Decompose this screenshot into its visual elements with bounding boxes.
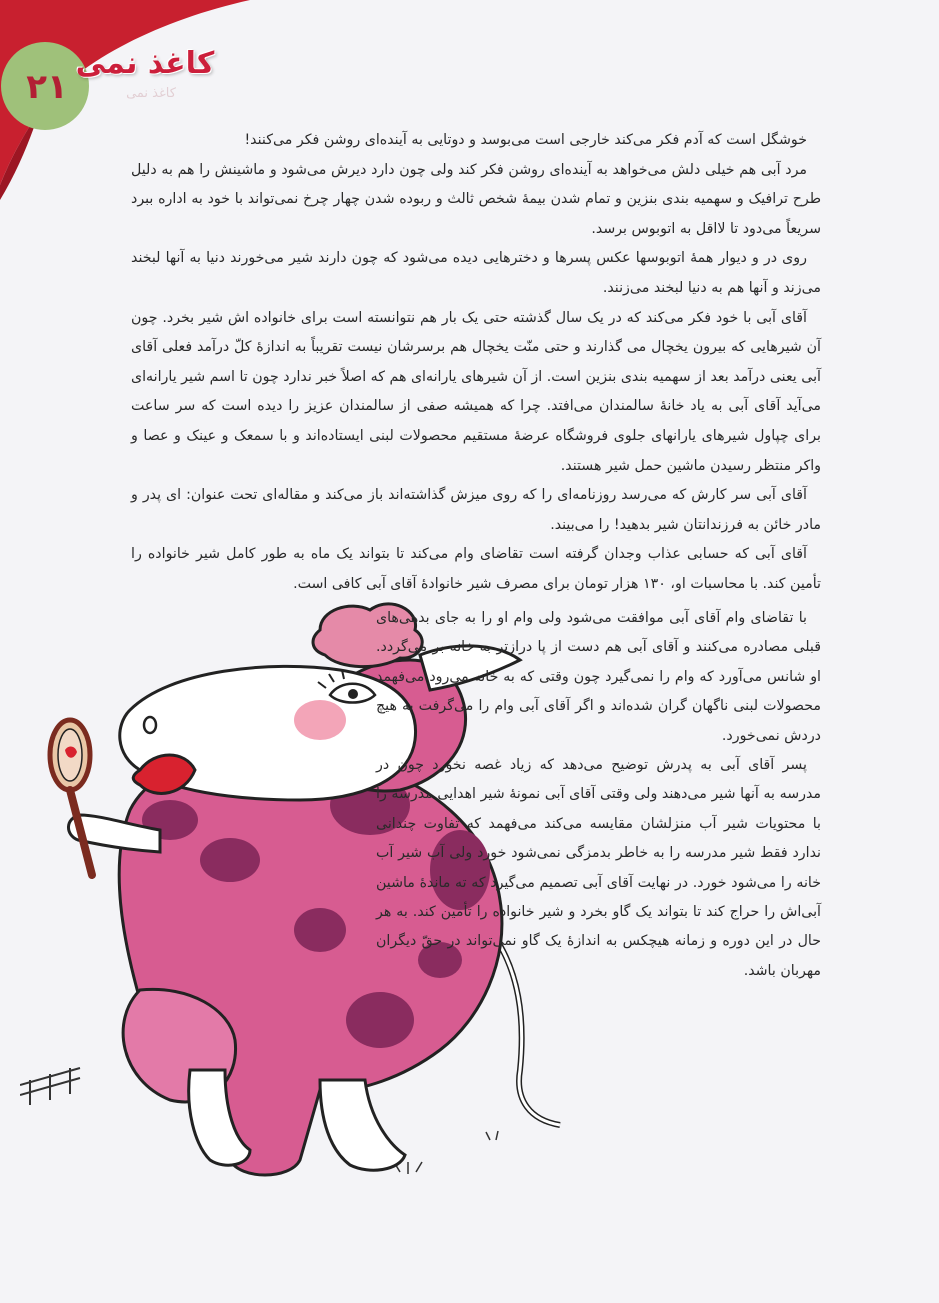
hand-mirror-icon bbox=[50, 720, 92, 875]
article-paragraph: مرد آبی هم خیلی دلش می‌خواهد به آینده‌ای روشن فکر کند ولی چون دارد دیرش می‌شود و ماشینش را هم به دلیل طرح ترافیک و سهمیه بندی بنزین و تمام شدن بیمهٔ شخص ثالث و ربوده شدن چهار چرخ نمی‌تواند با خود به اداره ببرد سریعاً می‌دود تا لااقل به اتوبوس برسد. bbox=[131, 161, 821, 237]
cow-cheek-blush bbox=[294, 700, 346, 740]
article-paragraph: آقای آبی که حسابی عذاب وجدان گرفته است تقاضای وام می‌کند تا بتواند یک ماه به طور کامل شیر خانواده را تأمین کند. با محاسبات او، ۱۳۰ هزار تومان برای مصرف شیر خانوادهٔ آقای آبی کافی است. bbox=[131, 546, 821, 592]
cow-hind-leg bbox=[320, 1080, 405, 1170]
article-wrap-text bbox=[376, 604, 821, 986]
article-paragraph: با تقاضای وام آقای آبی موافقت می‌شود ولی وام او را به جای بدهی‌های قبلی مصادره می‌کنند و آقای آبی هم دست از پا درازتر به خانه بر می‌گردد. او شانس می‌آورد که وام را نمی‌گیرد چون وقتی که به خانه می‌رود می‌فهمد محصولات لبنی ناگهان گران شده‌اند و اگر آقای آبی وام را می‌گرفت به هیچ دردش نمی‌خورد. bbox=[376, 610, 821, 744]
page-number: ۲۱ bbox=[26, 67, 68, 107]
article-paragraph: آقای آبی با خود فکر می‌کند که در یک سال گذشته حتی یک بار هم نتوانسته است برای خانواده اش شیر بخرد. چون آن شیرهایی که بیرون یخچال می گذارند و حتی منّت یخچال هم برسرشان نیست تقریباً به اندازهٔ کلّ درآمد فعلی آقای آبی یعنی درآمد بعد از سهمیه بندی بنزین است. از آن شیرهای یارانه‌ای هم که اصلاً خبر ندارد چون تا اسم شیر یارانه‌ای می‌آید آقای آبی به یاد خانهٔ سالمندان می‌افتد. چرا که همیشه صفی از سالمندان عزیز را دیده است که سر ساعت برای چپاول شیرهای یارانهای جلوی فروشگاه عرضهٔ مستقیم محصولات لبنی ایستاده‌اند و با سمعک و عینک و عصا و واکر منتظر رسیدن ماشین حمل شیر هستند. bbox=[131, 309, 821, 474]
article-paragraph: خوشگل است که آدم فکر می‌کند خارجی است می‌بوسد و دوتایی به آینده‌ای روشن فکر می‌کنند! bbox=[244, 132, 807, 148]
article-paragraph: پسر آقای آبی به پدرش توضیح می‌دهد که زیاد غصه نخورد چون در مدرسه به آنها شیر می‌دهند ولی وقتی آقای آبی نمونهٔ شیر اهدایی مدرسه را با محتویات شیر آب منزلشان مقایسه می‌کند می‌فهمد که تفاوت چندانی ندارد فقط شیر مدرسه را به خاطر بدمزگی نمی‌شود خورد ولی آب شیر آب خانه را می‌شود خورد. در نهایت آقای آبی تصمیم می‌گیرد که ته ماندهٔ ماشین آبی‌اش را حراج کند تا بتواند یک گاو بخرد و شیر خانواده را تأمین کند. به هر حال در این دوره و زمانه هیچکس به اندازهٔ یک گاو نمی‌تواند در حقّ دیگران مهربان باشد. bbox=[376, 757, 821, 979]
article-paragraph: آقای آبی سر کارش که می‌رسد روزنامه‌ای را که روی میزش گذاشته‌اند باز می‌کند و مقاله‌ای تحت عنوان: ای پدر و مادر خائن به فرزندانتان شیر بدهید! را می‌بیند. bbox=[131, 487, 821, 533]
article-paragraph: روی در و دیوار همهٔ اتوبوسها عکس پسرها و دخترهایی دیده می‌شود که چون دارند شیر می‌خورند دنیا به آنها لبخند می‌زند و آنها هم به دنیا لبخند می‌زنند. bbox=[131, 250, 821, 296]
magazine-title: کاغذ نمی bbox=[75, 46, 215, 81]
article-body bbox=[131, 126, 821, 600]
fence-icon bbox=[20, 1068, 80, 1105]
magazine-subtitle-watermark: کاغذ نمی bbox=[126, 86, 176, 101]
